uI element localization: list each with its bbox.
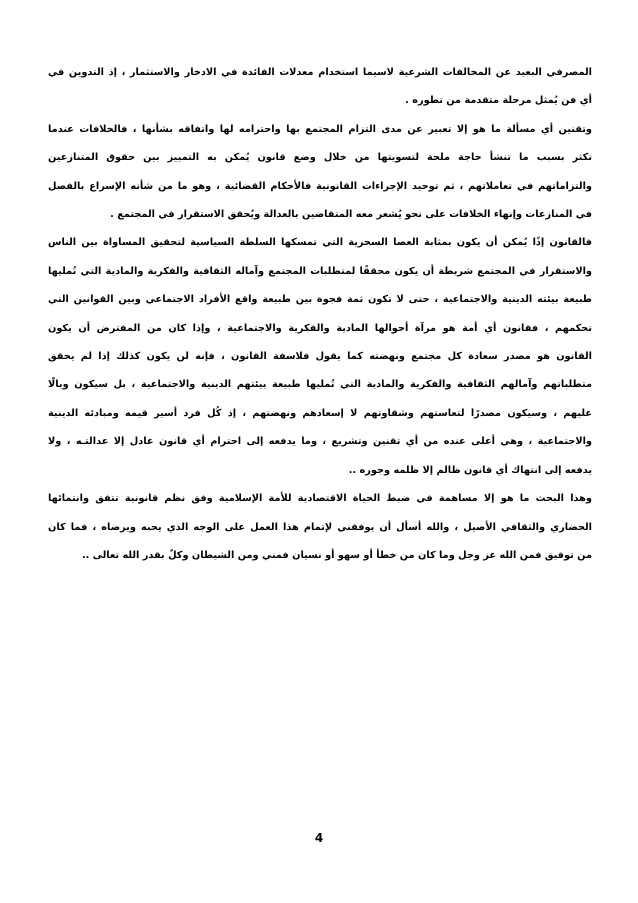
text-line: والاستقرار في المجتمع شريطة أن يكون محققًا لمتطلبات المجتمع وآماله الثقافية والفكرية والمادية التي تُمليها — [48, 265, 592, 277]
text-line: متطلباتهم وآمالهم الثقافية والفكرية والمادية التي تُمليها طبيعة بيئتهم الدينية والاجتماعية ، بل سيكون وبالًا — [48, 379, 592, 391]
text-line: المصرفي البعيد عن المخالفات الشرعية لاسيما استخدام معدلات الفائدة في الادخار والاستثمار ، إذ التدوين في — [48, 67, 592, 78]
text-line: طبيعة بيئته الدينية والاجتماعية ، حتى لا تكون ثمة فجوة بين طبيعة واقع الأفراد الاجتماعي وبين القوانين التي — [48, 294, 592, 306]
text-line: فالقانون إذًا يُمكن أن يكون بمثابة العصا السحرية التي تمسكها السلطة السياسية لتحقيق المساواة بين الناس — [48, 237, 592, 249]
text-line: تحكمهم ، فقانون أي أمة هو مرآة أحوالها المادية والفكرية والاجتماعية ، وإذا كان من المفترض أن يكون — [48, 322, 592, 334]
body-text — [48, 59, 592, 570]
text-line: يدفعه إلى انتهاك أي قانون ظالم إلا ظلمه وجوره .. — [348, 464, 592, 476]
text-line: الحضاري والثقافي الأصيل ، والله أسأل أن يوفقني لإتمام هذا العمل على الوجه الذي يحبه ويرضاه ، فما كان — [48, 521, 592, 533]
paragraph — [48, 485, 592, 570]
text-line: تكثر بسبب ما تنشأ حاجة ملحة لتسويتها من خلال وضع قانون يُمكن به التمييز بين حقوق المتنازعين — [48, 152, 592, 164]
page-number: 4 — [314, 831, 324, 845]
text-line: وهذا البحث ما هو إلا مساهمة في ضبط الحياة الاقتصادية للأمة الإسلامية وفق نظم قانونية تتفق وانتمائها — [48, 493, 592, 505]
text-line: أي فن يُمثل مرحلة متقدمة من تطوره . — [405, 95, 592, 107]
paragraph — [48, 229, 592, 485]
text-line: عليهم ، وسيكون مصدرًا لتعاستهم وشقاوتهم لا إسعادهم ونهضتهم ، إذ كُل فرد أسير قيمه ومبادئه الدينية — [48, 407, 592, 419]
text-line: القانون هو مصدر سعادة كل مجتمع ونهضته كما يقول فلاسفة القانون ، فإنه لن يكون كذلك إذا لم يحقق — [48, 351, 592, 363]
paragraph — [48, 116, 592, 230]
paragraph — [48, 59, 592, 116]
text-line: في المنازعات وإنهاء الخلافات على نحو يُشعر معه المتقاضين بالعدالة ويُحقق الاستقرار في المجتمع . — [110, 209, 592, 221]
text-line: والتزاماتهم في تعاملاتهم ، ثم توحيد الإجراءات القانونية فالأحكام القضائية ، وهو ما من شأنه الإسراع بالفصل — [48, 180, 592, 192]
text-line: والاجتماعية ، وهي أعلى عنده من أي تقنين وتشريع ، وما يدفعه إلى احترام أي قانون عادل إلا عدالتـه ، ولا — [48, 436, 592, 448]
text-line: من توفيق فمن الله عز وجل وما كان من خطأ أو سهو أو نسيان فمني ومن الشيطان وكلٌ بقدر الله تعالى .. — [81, 549, 592, 561]
text-line: وتقنين أي مسألة ما هو إلا تعبير عن مدى التزام المجتمع بها واحترامه لها واتفاقه بشأنها ، فالخلافات عندما — [48, 123, 592, 135]
